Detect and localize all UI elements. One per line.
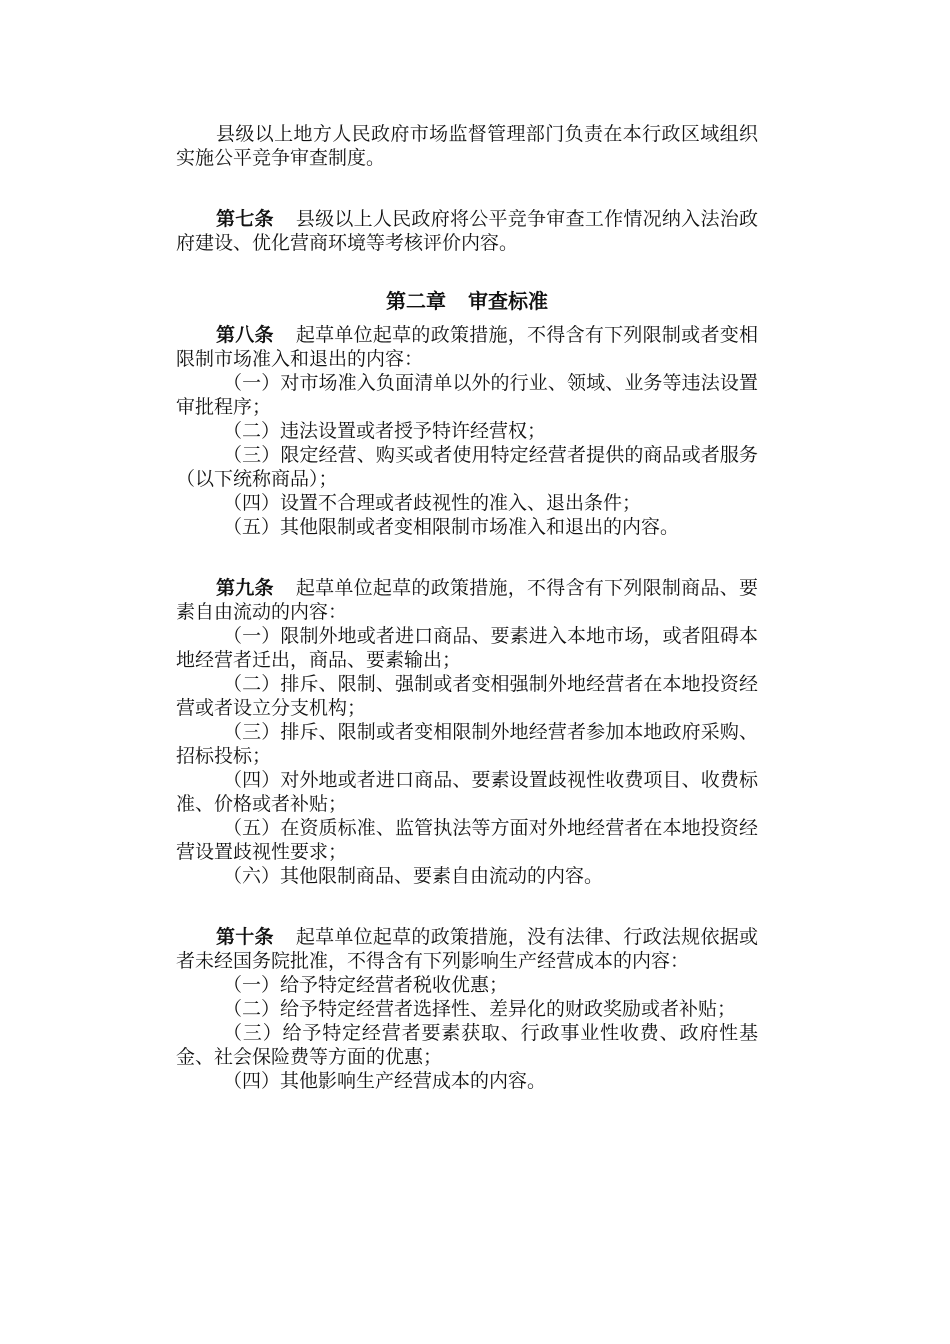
article-8-item: （四）设置不合理或者歧视性的准入、退出条件；	[223, 492, 642, 514]
article-10-item: （四）其他影响生产经营成本的内容。	[223, 1070, 547, 1092]
article-8-text: 起草单位起草的政策措施，不得含有下列限制或者变相限制市场准入和退出的内容：	[176, 324, 758, 370]
article-9-item: （二）排斥、限制、强制或者变相强制外地经营者在本地投资经营或者设立分支机构；	[176, 673, 758, 719]
intro-paragraph: 县级以上地方人民政府市场监督管理部门负责在本行政区域组织实施公平竞争审查制度。	[176, 123, 758, 169]
article-8-label: 第八条	[216, 324, 274, 346]
article-9-text: 起草单位起草的政策措施，不得含有下列限制商品、要素自由流动的内容：	[176, 577, 758, 623]
article-9-paragraph	[176, 576, 758, 624]
article-7-paragraph	[176, 207, 758, 255]
article-9-item: （五）在资质标准、监管执法等方面对外地经营者在本地投资经营设置歧视性要求；	[176, 817, 758, 863]
article-10-item: （二）给予特定经营者选择性、差异化的财政奖励或者补贴；	[223, 998, 737, 1020]
article-7-label: 第七条	[216, 208, 274, 230]
article-10-label: 第十条	[216, 926, 274, 948]
article-10-item: （一）给予特定经营者税收优惠；	[223, 974, 509, 996]
article-9-item: （四）对外地或者进口商品、要素设置歧视性收费项目、收费标准、价格或者补贴；	[176, 769, 758, 815]
chapter-2-number: 第二章	[386, 289, 446, 313]
article-8-item: （二）违法设置或者授予特许经营权；	[223, 420, 547, 442]
article-8-paragraph	[176, 323, 758, 371]
article-7-text: 县级以上人民政府将公平竞争审查工作情况纳入法治政府建设、优化营商环境等考核评价内容。	[176, 208, 758, 254]
chapter-2-heading	[176, 289, 758, 313]
article-10-item: （三）给予特定经营者要素获取、行政事业性收费、政府性基金、社会保险费等方面的优惠；	[176, 1022, 758, 1068]
article-9-item: （六）其他限制商品、要素自由流动的内容。	[223, 865, 604, 887]
article-8-item: （一）对市场准入负面清单以外的行业、领域、业务等违法设置审批程序；	[176, 372, 758, 418]
chapter-2-title: 审查标准	[468, 289, 548, 313]
article-10-text: 起草单位起草的政策措施，没有法律、行政法规依据或者未经国务院批准，不得含有下列影响生产经营成本的内容：	[176, 926, 758, 972]
article-9-item: （一）限制外地或者进口商品、要素进入本地市场，或者阻碍本地经营者迁出，商品、要素输出；	[176, 625, 758, 671]
article-8-item: （三）限定经营、购买或者使用特定经营者提供的商品或者服务（以下统称商品）；	[176, 444, 758, 490]
article-10-paragraph	[176, 925, 758, 973]
document-page	[176, 122, 758, 1093]
article-9-item: （三）排斥、限制或者变相限制外地经营者参加本地政府采购、招标投标；	[176, 721, 758, 767]
article-9-label: 第九条	[216, 577, 274, 599]
article-8-item: （五）其他限制或者变相限制市场准入和退出的内容。	[223, 516, 680, 538]
